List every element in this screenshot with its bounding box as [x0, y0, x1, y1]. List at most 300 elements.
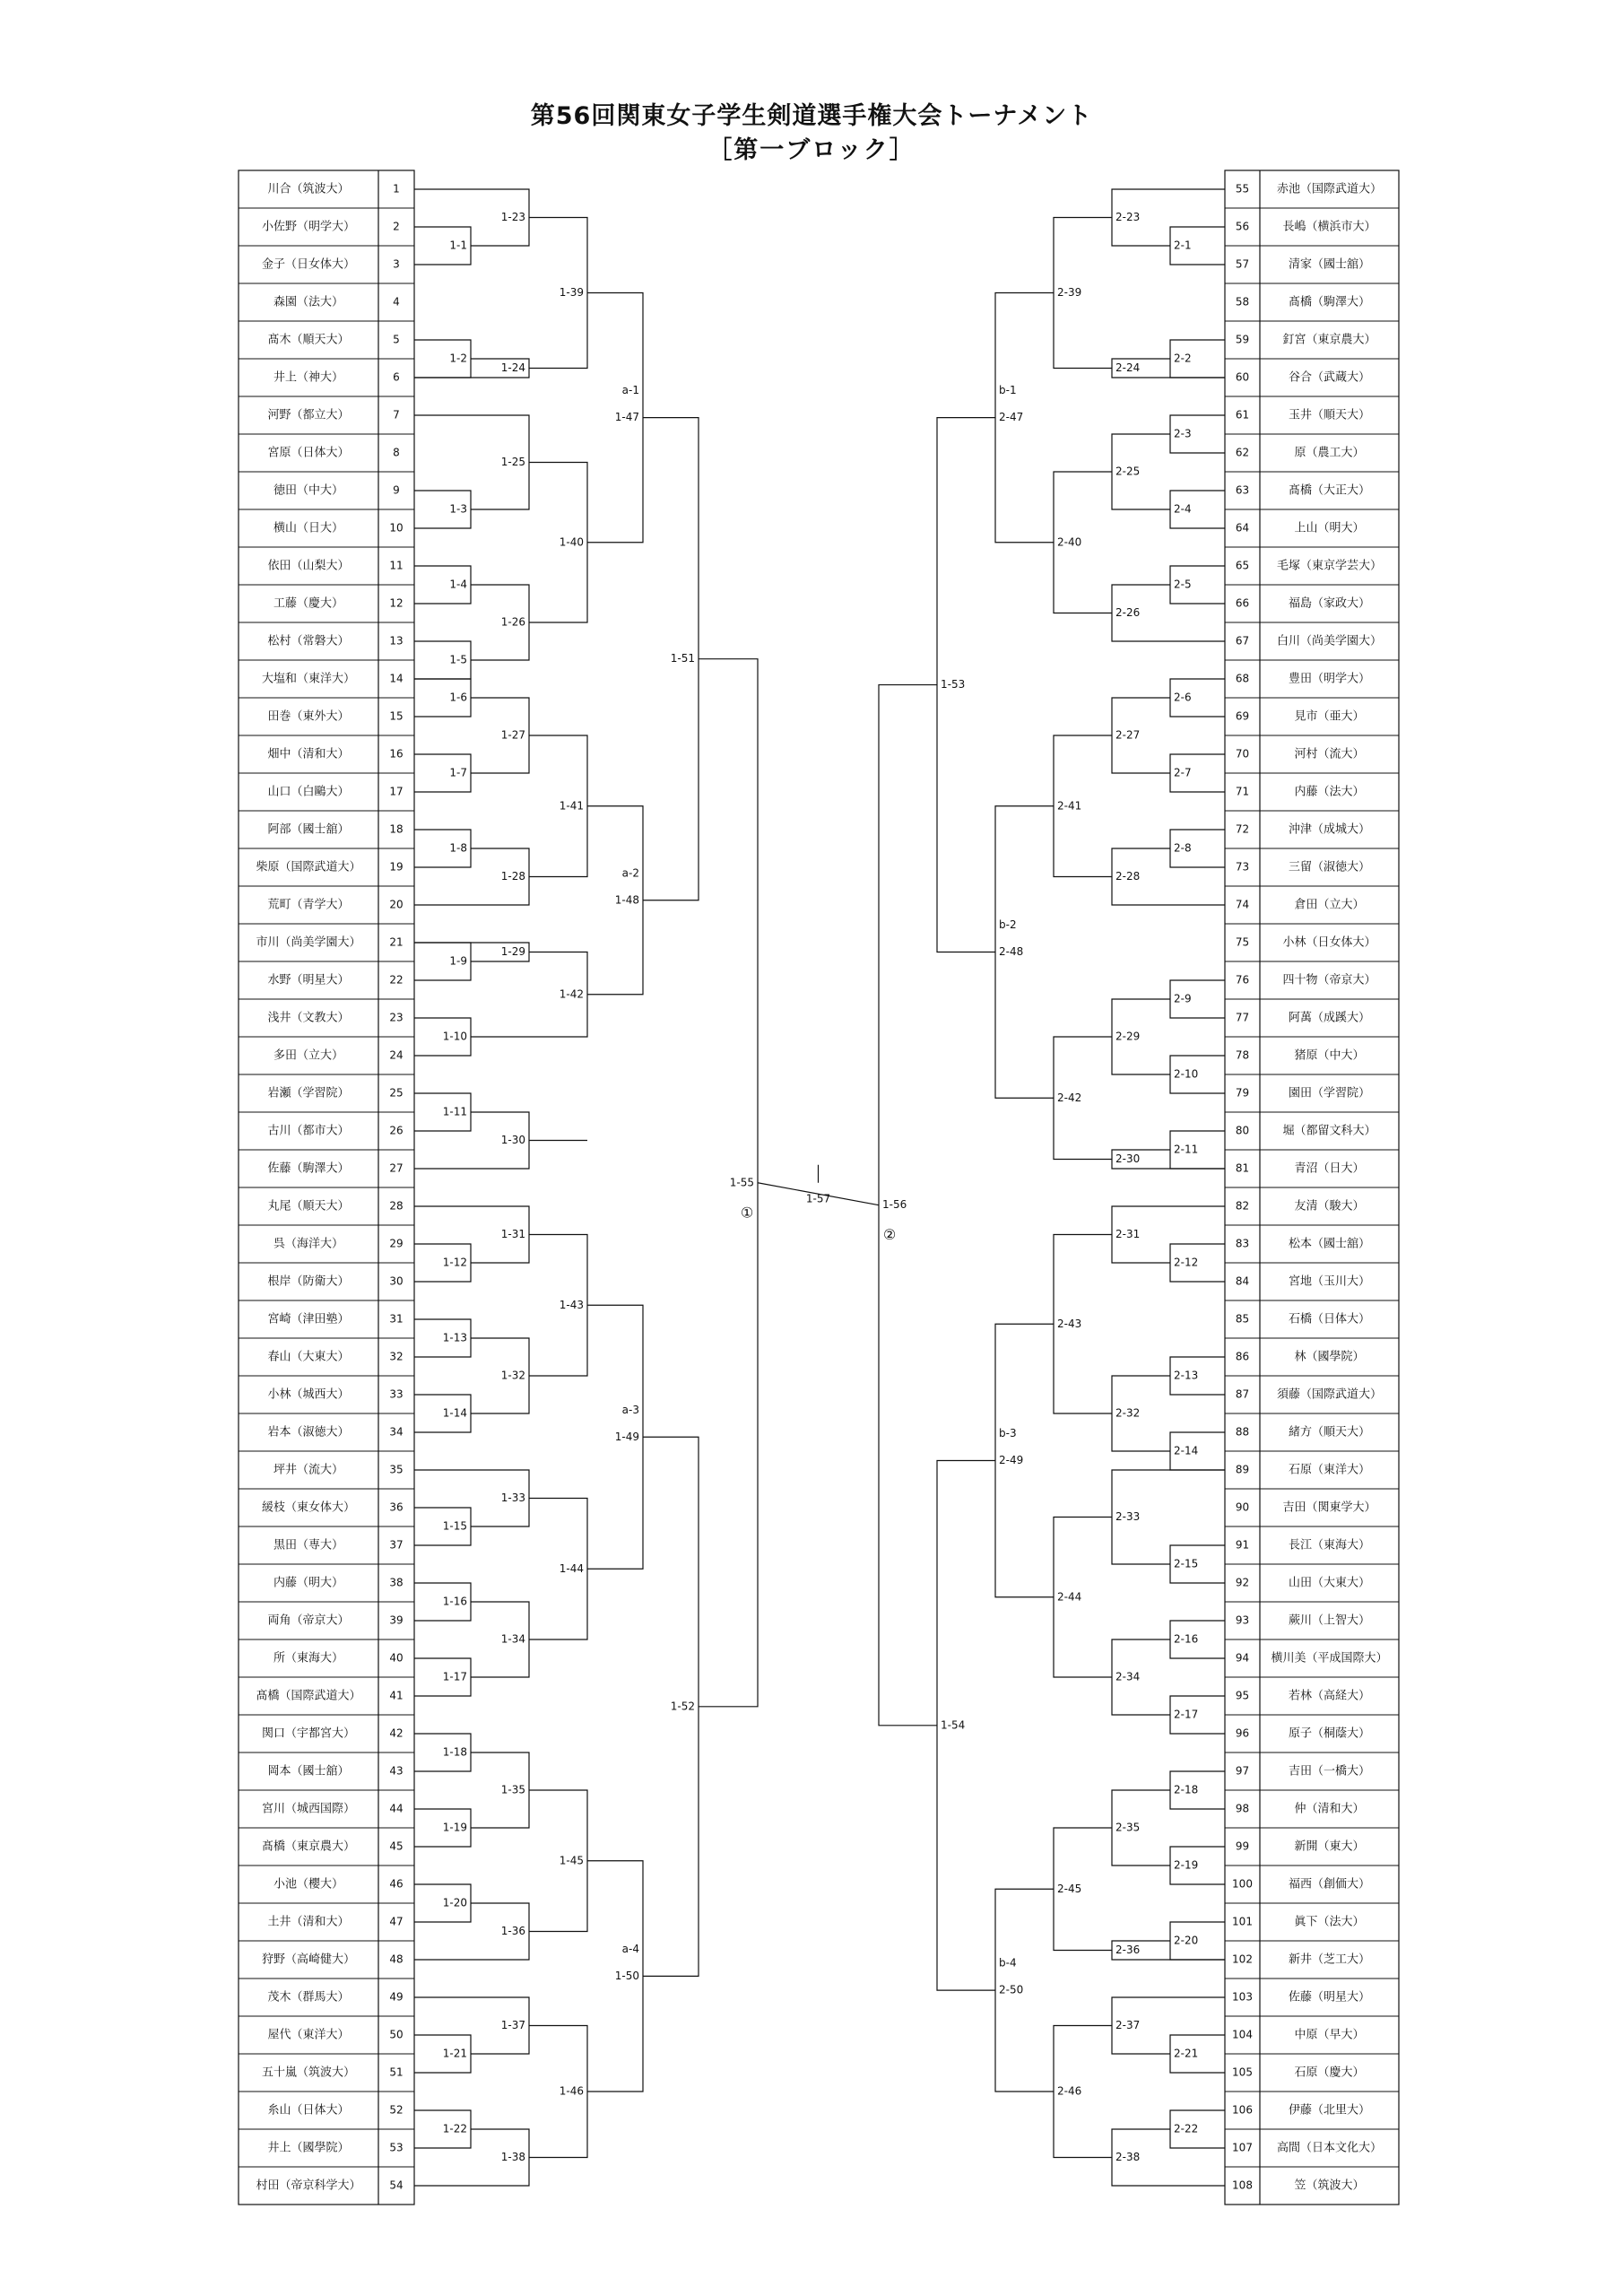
player-seed: 50: [389, 2028, 404, 2041]
tournament-title: 第56回関東女子学生剣道選手権大会トーナメント: [530, 102, 1093, 130]
player-seed: 90: [1235, 1500, 1250, 1514]
player-seed: 2: [393, 220, 400, 233]
match-label: 2-34: [1115, 1670, 1141, 1683]
match-label: 1-23: [500, 211, 525, 223]
player-name: 佐藤（駒澤大）: [267, 1161, 350, 1176]
player-seed: 107: [1232, 2141, 1253, 2154]
player-seed: 94: [1235, 1651, 1250, 1665]
player-name: 内藤（法大）: [1294, 785, 1365, 799]
player-seed: 13: [389, 634, 404, 648]
player-seed: 56: [1235, 220, 1250, 233]
player-name: 蕨川（上智大）: [1288, 1613, 1371, 1628]
player-name: 吉田（一橋大）: [1288, 1764, 1371, 1779]
player-seed: 66: [1235, 596, 1250, 610]
match-label: 2-31: [1115, 1228, 1141, 1240]
player-seed: 99: [1235, 1839, 1250, 1853]
player-name: 高間（日本文化大）: [1276, 2141, 1383, 2155]
player-name: 森園（法大）: [273, 295, 344, 309]
match-label: 1-20: [442, 1896, 467, 1909]
bracket-lines: [414, 189, 1225, 2186]
player-name: 白川（尚美学園大）: [1276, 634, 1383, 648]
player-name: 水野（明星大）: [267, 973, 350, 987]
player-name: 玉井（順天大）: [1288, 408, 1371, 422]
match-label: 2-4: [1174, 502, 1192, 516]
player-seed: 76: [1235, 973, 1250, 987]
player-seed: 83: [1235, 1237, 1250, 1250]
player-seed: 45: [389, 1839, 404, 1853]
player-seed: 1: [393, 182, 400, 196]
player-name: 阿部（國士舘）: [267, 822, 350, 837]
player-seed: 31: [389, 1312, 404, 1326]
match-label: 1-14: [442, 1406, 467, 1420]
player-seed: 21: [389, 935, 404, 949]
match-label: 1-30: [500, 1134, 525, 1146]
player-name: 見市（亜大）: [1294, 709, 1365, 724]
player-name: 松村（常磐大）: [267, 634, 350, 648]
player-seed: 72: [1235, 822, 1250, 836]
match-label: 2-22: [1174, 2122, 1199, 2135]
match-label: 1-15: [442, 1519, 467, 1533]
player-seed: 78: [1235, 1048, 1250, 1062]
player-name: 堀（都留文科大）: [1282, 1124, 1376, 1138]
player-seed: 60: [1235, 370, 1250, 384]
player-seed: 47: [389, 1915, 404, 1928]
player-seed: 54: [389, 2179, 404, 2192]
player-seed: 39: [389, 1613, 404, 1627]
player-name: 須藤（国際武道大）: [1276, 1387, 1383, 1402]
player-name: 石原（東洋大）: [1288, 1463, 1371, 1477]
player-seed: 49: [389, 1990, 404, 2004]
match-label: a-1: [621, 384, 639, 397]
player-seed: 5: [393, 333, 400, 346]
player-seed: 102: [1232, 1952, 1253, 1966]
match-label: 1-32: [500, 1369, 525, 1382]
player-seed: 96: [1235, 1726, 1250, 1740]
player-name: 眞下（法大）: [1294, 1915, 1365, 1929]
player-name: 毛塚（東京学芸大）: [1276, 559, 1383, 573]
player-name: 村田（帝京科学大）: [256, 2179, 361, 2193]
player-seed: 36: [389, 1500, 404, 1514]
player-name: 浅井（文教大）: [267, 1011, 350, 1025]
match-label: 2-7: [1174, 766, 1192, 779]
player-name: 石橋（日体大）: [1288, 1312, 1371, 1326]
player-name: 山田（大東大）: [1288, 1576, 1371, 1590]
player-tables: [239, 170, 1399, 2205]
match-label: 1-38: [500, 2151, 525, 2163]
player-seed: 23: [389, 1011, 404, 1024]
player-seed: 59: [1235, 333, 1250, 346]
player-seed: 93: [1235, 1613, 1250, 1627]
match-label: 2-26: [1115, 606, 1141, 619]
player-seed: 40: [389, 1651, 404, 1665]
match-label: 1-51: [670, 652, 695, 665]
player-name: 新井（芝工大）: [1288, 1952, 1371, 1967]
match-label: 2-3: [1174, 427, 1192, 440]
match-label: a-4: [621, 1942, 639, 1955]
player-seed: 28: [389, 1199, 404, 1213]
match-label: 1-55: [729, 1176, 754, 1189]
match-label: 1-48: [614, 893, 639, 907]
player-name: 川合（筑波大）: [267, 182, 350, 196]
player-name: 金子（日女体大）: [261, 257, 356, 272]
match-label: 2-17: [1174, 1708, 1199, 1721]
match-label: 1-18: [442, 1745, 467, 1759]
player-seed: 71: [1235, 785, 1250, 798]
player-name: 糸山（日体大）: [267, 2103, 350, 2118]
match-label: 1-37: [500, 2019, 525, 2031]
match-label: 2-29: [1115, 1030, 1141, 1043]
player-seed: 38: [389, 1576, 404, 1589]
match-label: 1-10: [442, 1030, 467, 1043]
player-name: 原子（桐蔭大）: [1288, 1726, 1371, 1741]
player-seed: 85: [1235, 1312, 1250, 1326]
player-seed: 10: [389, 521, 404, 535]
player-name: 小池（櫻大）: [273, 1877, 344, 1892]
player-name: 市川（尚美学園大）: [256, 935, 361, 950]
left-player-table: [239, 170, 414, 2205]
match-label: 2-38: [1115, 2151, 1141, 2163]
player-seed: 103: [1232, 1990, 1253, 2004]
match-labels: [443, 211, 1198, 2163]
right-player-table: [1225, 170, 1399, 2205]
player-seed: 27: [389, 1161, 404, 1175]
match-label: 1-31: [500, 1228, 525, 1240]
player-seed: 16: [389, 747, 404, 761]
match-label: 1-1: [449, 239, 467, 252]
player-seed: 89: [1235, 1463, 1250, 1476]
player-seed: 46: [389, 1877, 404, 1891]
match-label: 2-12: [1174, 1256, 1199, 1269]
match-label: 1-25: [500, 456, 525, 468]
match-label: 2-15: [1174, 1557, 1199, 1570]
match-label: 1-45: [559, 1854, 584, 1867]
match-label: 1-41: [559, 799, 584, 813]
player-name: 宮崎（津田塾）: [267, 1312, 350, 1326]
player-name: 倉田（立大）: [1294, 898, 1365, 912]
match-label: 1-29: [500, 945, 525, 958]
player-name: 五十嵐（筑波大）: [261, 2066, 356, 2080]
match-label: 1-16: [442, 1595, 467, 1608]
match-label: 2-18: [1174, 1783, 1199, 1796]
player-name: 上山（明大）: [1294, 521, 1365, 535]
player-seed: 88: [1235, 1425, 1250, 1439]
player-seed: 75: [1235, 935, 1250, 949]
player-name: 田巻（東外大）: [267, 709, 350, 724]
semifinal-marker-1: ①: [740, 1204, 754, 1222]
player-name: 小林（日女体大）: [1282, 935, 1376, 950]
match-label: 2-5: [1174, 578, 1192, 591]
player-seed: 67: [1235, 634, 1250, 648]
player-seed: 104: [1232, 2028, 1253, 2041]
match-label: 2-36: [1115, 1944, 1141, 1956]
match-label: 2-6: [1174, 691, 1192, 704]
match-label: 1-13: [442, 1331, 467, 1344]
match-label: b-1: [999, 384, 1017, 397]
player-name: 髙橋（大正大）: [1288, 483, 1371, 498]
player-name: 吉田（関東学大）: [1282, 1500, 1376, 1515]
player-seed: 12: [389, 596, 404, 610]
player-seed: 44: [389, 1802, 404, 1815]
match-label: 1-40: [559, 535, 584, 549]
player-seed: 51: [389, 2066, 404, 2079]
player-name: 緒方（順天大）: [1288, 1425, 1371, 1439]
player-seed: 101: [1232, 1915, 1253, 1928]
match-label: 2-27: [1115, 728, 1141, 742]
player-name: 小林（城西大）: [267, 1387, 350, 1402]
player-seed: 43: [389, 1764, 404, 1778]
player-name: 笠（筑波大）: [1294, 2179, 1365, 2193]
player-name: 多田（立大）: [273, 1048, 344, 1063]
match-label: 1-7: [449, 766, 467, 779]
player-name: 沖津（成城大）: [1288, 822, 1371, 837]
match-label: 2-50: [999, 1983, 1024, 1996]
player-name: 茂木（群馬大）: [267, 1990, 350, 2005]
match-label: 1-8: [449, 841, 467, 855]
match-label: 1-52: [670, 1700, 695, 1713]
match-label: 1-46: [559, 2084, 584, 2098]
match-label: 1-36: [500, 1925, 525, 1937]
player-name: 髙橋（東京農大）: [261, 1839, 356, 1854]
match-label: 2-1: [1174, 239, 1192, 252]
match-label: 2-47: [999, 411, 1024, 424]
match-label: 2-33: [1115, 1510, 1141, 1523]
player-name: 依田（山梨大）: [267, 559, 350, 573]
match-label: 2-30: [1115, 1152, 1141, 1165]
final-match-label: 1-57: [805, 1192, 831, 1205]
player-name: 丸尾（順天大）: [267, 1199, 350, 1213]
player-name: 赤池（国際武道大）: [1276, 182, 1383, 196]
match-label: 1-54: [941, 1718, 966, 1732]
match-label: 2-25: [1115, 465, 1141, 478]
player-seed: 68: [1235, 672, 1250, 685]
player-name: 青沼（日大）: [1294, 1161, 1365, 1176]
player-seed: 74: [1235, 898, 1250, 911]
player-seed: 79: [1235, 1086, 1250, 1100]
player-seed: 91: [1235, 1538, 1250, 1552]
player-seed: 82: [1235, 1199, 1250, 1213]
match-label: 1-5: [449, 653, 467, 666]
player-name: 内藤（明大）: [273, 1576, 344, 1590]
player-name: 根岸（防衛大）: [267, 1274, 350, 1289]
player-seed: 24: [389, 1048, 404, 1062]
player-name: 黒田（専大）: [273, 1538, 344, 1552]
player-name: 伊藤（北里大）: [1288, 2103, 1371, 2118]
player-seed: 108: [1232, 2179, 1253, 2192]
match-label: 1-43: [559, 1298, 584, 1311]
player-seed: 81: [1235, 1161, 1250, 1175]
match-label: 2-35: [1115, 1821, 1141, 1834]
match-label: 1-44: [559, 1561, 584, 1575]
match-label: 1-24: [500, 361, 525, 374]
match-label: 1-28: [500, 870, 525, 883]
player-seed: 100: [1232, 1877, 1253, 1891]
player-name: 所（東海大）: [273, 1651, 344, 1665]
match-label: a-2: [621, 866, 639, 880]
match-label: 2-39: [1057, 286, 1082, 299]
player-name: 屋代（東洋大）: [267, 2028, 350, 2042]
player-seed: 58: [1235, 295, 1250, 309]
player-name: 林（國學院）: [1294, 1350, 1365, 1364]
player-seed: 17: [389, 785, 404, 798]
player-seed: 22: [389, 973, 404, 987]
player-name: 横山（日大）: [273, 521, 344, 535]
player-name: 清家（國士舘）: [1288, 257, 1371, 272]
player-name: 阿萬（成蹊大）: [1288, 1011, 1371, 1025]
player-name: 谷合（武蔵大）: [1288, 370, 1371, 385]
player-name: 横川美（平成国際大）: [1271, 1651, 1388, 1665]
player-name: 宮原（日体大）: [267, 446, 350, 460]
player-seed: 11: [389, 559, 404, 572]
player-name: 釘宮（東京農大）: [1282, 333, 1376, 347]
match-label: 1-22: [442, 2122, 467, 2135]
player-name: 中原（早大）: [1294, 2028, 1365, 2042]
player-name: 石原（慶大）: [1294, 2066, 1365, 2080]
player-seed: 26: [389, 1124, 404, 1137]
player-seed: 61: [1235, 408, 1250, 422]
player-name: 大塩和（東洋大）: [261, 672, 356, 686]
player-name: 工藤（慶大）: [273, 596, 344, 611]
match-label: 2-16: [1174, 1632, 1199, 1646]
player-name: 園田（学習院）: [1288, 1086, 1371, 1100]
match-label: 2-19: [1174, 1858, 1199, 1872]
player-name: 坪井（流大）: [273, 1463, 344, 1477]
player-seed: 92: [1235, 1576, 1250, 1589]
match-label: 1-35: [500, 1783, 525, 1796]
player-name: 緩枝（東女体大）: [261, 1500, 356, 1515]
player-name: 福西（創価大）: [1288, 1877, 1371, 1892]
match-label: 2-44: [1057, 1590, 1082, 1604]
player-name: 徳田（中大）: [273, 483, 344, 498]
match-label: 1-33: [500, 1492, 525, 1504]
player-name: 髙橋（駒澤大）: [1288, 295, 1371, 309]
match-label: 1-26: [500, 615, 525, 629]
match-label: 2-8: [1174, 841, 1192, 855]
match-label: 2-43: [1057, 1317, 1082, 1330]
player-seed: 30: [389, 1274, 404, 1288]
player-seed: 6: [393, 370, 400, 384]
match-label: 2-28: [1115, 870, 1141, 883]
player-seed: 20: [389, 898, 404, 911]
match-label: 1-53: [941, 678, 966, 691]
match-label: 1-34: [500, 1632, 525, 1646]
player-seed: 77: [1235, 1011, 1250, 1024]
player-name: 原（農工大）: [1294, 446, 1365, 460]
match-label: 2-13: [1174, 1369, 1199, 1382]
player-seed: 73: [1235, 860, 1250, 874]
match-label: 1-12: [442, 1256, 467, 1269]
player-name: 福島（家政大）: [1288, 596, 1371, 611]
player-name: 長江（東海大）: [1288, 1538, 1371, 1552]
match-label: 1-9: [449, 954, 467, 968]
player-seed: 53: [389, 2141, 404, 2154]
match-label: 2-46: [1057, 2084, 1082, 2098]
player-name: 古川（都市大）: [267, 1124, 350, 1138]
player-name: 佐藤（明星大）: [1288, 1990, 1371, 2005]
player-name: 髙木（順天大）: [267, 333, 350, 347]
match-label: 2-32: [1115, 1406, 1141, 1420]
match-label: 1-21: [442, 2047, 467, 2060]
player-seed: 95: [1235, 1689, 1250, 1702]
player-name: 呉（海洋大）: [273, 1237, 344, 1251]
player-name: 猪原（中大）: [1294, 1048, 1365, 1063]
match-label: 2-21: [1174, 2047, 1199, 2060]
player-seed: 105: [1232, 2066, 1253, 2079]
match-label: 1-3: [449, 502, 467, 516]
player-name: 春山（大東大）: [267, 1350, 350, 1364]
player-seed: 65: [1235, 559, 1250, 572]
player-name: 山口（白鷗大）: [267, 785, 350, 799]
player-name: 岡本（國士舘）: [267, 1764, 350, 1779]
match-label: 2-11: [1174, 1143, 1199, 1156]
match-label: 1-39: [559, 286, 584, 299]
match-label: 2-20: [1174, 1934, 1199, 1947]
player-name: 畑中（清和大）: [267, 747, 350, 761]
match-label: 2-42: [1057, 1091, 1082, 1104]
player-seed: 37: [389, 1538, 404, 1552]
match-label: 2-9: [1174, 992, 1192, 1005]
player-seed: 69: [1235, 709, 1250, 723]
match-label: 2-49: [999, 1454, 1024, 1466]
player-seed: 57: [1235, 257, 1250, 271]
player-seed: 98: [1235, 1802, 1250, 1815]
player-name: 柴原（国際武道大）: [256, 860, 361, 874]
player-name: 新開（東大）: [1294, 1839, 1365, 1854]
player-name: 友清（駿大）: [1294, 1199, 1365, 1213]
match-label: 2-48: [999, 945, 1024, 958]
player-seed: 3: [393, 257, 400, 271]
player-seed: 35: [389, 1463, 404, 1476]
match-label: 2-40: [1057, 535, 1082, 549]
player-name: 河村（流大）: [1294, 747, 1365, 761]
player-seed: 86: [1235, 1350, 1250, 1363]
player-name: 荒町（青学大）: [267, 898, 350, 912]
player-name: 井上（國學院）: [267, 2141, 350, 2155]
player-name: 両角（帝京大）: [267, 1613, 350, 1628]
match-label: 1-11: [442, 1105, 467, 1118]
player-name: 仲（清和大）: [1294, 1802, 1365, 1816]
match-label: 1-49: [614, 1430, 639, 1443]
match-label: 2-10: [1174, 1067, 1199, 1081]
player-seed: 9: [393, 483, 400, 497]
match-label: 1-50: [614, 1969, 639, 1982]
player-seed: 33: [389, 1387, 404, 1401]
player-seed: 80: [1235, 1124, 1250, 1137]
match-label: b-4: [999, 1956, 1017, 1970]
match-label: 2-37: [1115, 2019, 1141, 2031]
player-seed: 34: [389, 1425, 404, 1439]
match-label: 1-47: [614, 411, 639, 424]
match-label: b-3: [999, 1427, 1017, 1439]
semifinal-marker-2: ②: [882, 1226, 897, 1244]
match-label: 2-23: [1115, 211, 1141, 223]
match-label: 1-27: [500, 728, 525, 742]
player-seed: 62: [1235, 446, 1250, 459]
player-name: 宮川（城西国際）: [261, 1802, 356, 1816]
player-name: 髙橋（国際武道大）: [256, 1689, 361, 1703]
player-seed: 70: [1235, 747, 1250, 761]
player-name: 三留（淑徳大）: [1288, 860, 1371, 874]
match-label: 1-6: [449, 691, 467, 704]
match-label: 2-41: [1057, 799, 1082, 813]
player-seed: 52: [389, 2103, 404, 2117]
match-label: 1-42: [559, 987, 584, 1001]
player-seed: 64: [1235, 521, 1250, 535]
player-seed: 97: [1235, 1764, 1250, 1778]
match-label: 2-45: [1057, 1882, 1082, 1895]
player-name: 長嶋（横浜市大）: [1282, 220, 1376, 234]
player-seed: 41: [389, 1689, 404, 1702]
match-label: 1-19: [442, 1821, 467, 1834]
